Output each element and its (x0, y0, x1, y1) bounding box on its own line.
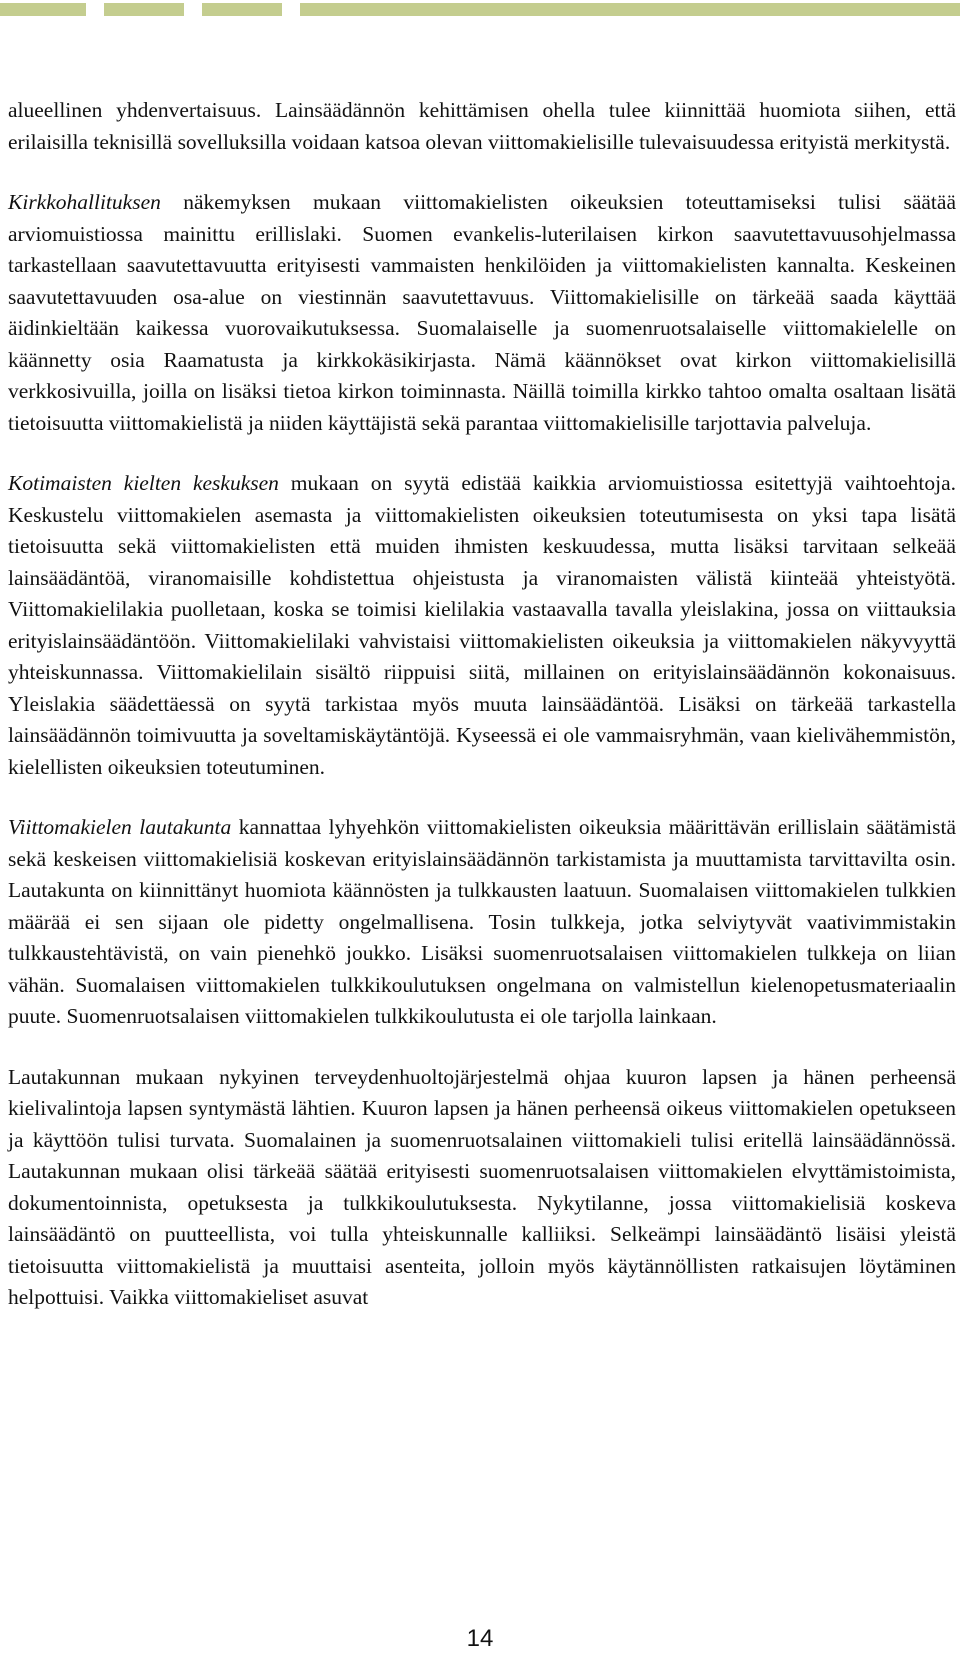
header-bar-1 (0, 3, 86, 16)
paragraph-4 (8, 812, 956, 1033)
paragraph-4-organization: Viittomakielen lautakunta (8, 815, 232, 839)
page-number: 14 (466, 1625, 494, 1652)
header-decoration-bars (0, 0, 960, 20)
paragraph-1-text: alueellinen yhdenvertaisuus. Lainsäädännön kehittämisen ohella tulee kiinnittää huomiota siihen, että erilaisilla teknisillä sovelluksilla voidaan katsoa olevan viittomakielisille tulevaisuudessa erityistä merkitystä. (8, 98, 956, 154)
paragraph-3-text: mukaan on syytä edistää kaikkia arviomuistiossa esitettyjä vaihtoehtoja. Keskustelu viittomakielen asemasta ja viittomakielisten oikeuksien toteutumisesta on yksi tapa lisätä tietoisuutta sekä viittomakielisten että muiden ihmisten keskuudessa, mutta lisäksi tarvitaan selkeää lainsäädäntöä, viranomaisille kohdistettua ohjeistusta ja viranomaisten välistä kiinteää yhteistyötä. Viittomakielilakia puolletaan, koska se toimisi kielilakia vastaavalla tavalla yleislakina, jossa on viittauksia erityislainsäädäntöön. Viittomakielilaki vahvistaisi viittomakielisten oikeuksia ja viittomakielen näkyvyyttä yhteiskunnassa. Viittomakielilain sisältö riippuisi siitä, millainen on erityislainsäädännön kokonaisuus. Yleislakia säädettäessä on syytä tarkistaa myös muuta lainsäädäntöä. Lisäksi on tärkeää tarkastella lainsäädännön toimivuutta ja soveltamiskäytäntöjä. Kyseessä ei ole vammaisryhmän, vaan kielivähemmistön, kielellisten oikeuksien toteutuminen. (8, 471, 956, 779)
document-body (8, 95, 956, 1343)
header-bar-3 (202, 3, 282, 16)
paragraph-5 (8, 1062, 956, 1314)
paragraph-2 (8, 187, 956, 439)
paragraph-5-text: Lautakunnan mukaan nykyinen terveydenhuoltojärjestelmä ohjaa kuuron lapsen ja hänen perheensä kielivalintoja lapsen syntymästä lähtien. Kuuron lapsen ja hänen perheensä oikeus viittomakielen opetukseen ja käyttöön tulisi turvata. Suomalainen ja suomenruotsalainen viittomakieli tulisi eritellä lainsäädännössä. Lautakunnan mukaan olisi tärkeää säätää erityisesti suomenruotsalaisen viittomakielen elvyttämistoimista, dokumentoinnista, opetuksesta ja tulkkikoulutuksesta. Nykytilanne, jossa viittomakielisiä koskeva lainsäädäntö on puutteellista, voi tulla yhteiskunnalle kalliiksi. Selkeämpi lainsäädäntö lisäisi yleistä tietoisuutta viittomakielistä ja muuttaisi asenteita, jolloin myös käytännöllisten ratkaisujen löytäminen helpottuisi. Vaikka viittomakieliset asuvat (8, 1064, 956, 1309)
paragraph-3 (8, 468, 956, 783)
header-bar-4 (300, 3, 960, 16)
paragraph-1 (8, 95, 956, 158)
paragraph-4-text: kannattaa lyhyehkön viittomakielisten oikeuksia määrittävän erillislain säätämistä sekä keskeisen viittomakielisiä koskevan erityislainsäädännön tarkistamista ja muuttamista tarvittavilta osin. Lautakunta on kiinnittänyt huomiota käännösten ja tulkkausten laatuun. Suomalaisen viittomakielen tulkkien määrää ei sen sijaan ole pidetty ongelmallisena. Tosin tulkkeja, jotka selviytyvät vaativimmistakin tulkkaustehtävistä, on vain pienehkö joukko. Lisäksi suomenruotsalaisen viittomakielen tulkkeja on liian vähän. Suomalaisen viittomakielen tulkkikoulutuksen ongelmana on valmistellun kielenopetusmateriaalin puute. Suomenruotsalaisen viittomakielen tulkkikoulutusta ei ole tarjolla lainkaan. (8, 815, 956, 1028)
paragraph-3-organization: Kotimaisten kielten keskuksen (8, 471, 279, 495)
paragraph-2-organization: Kirkkohallituksen (8, 190, 161, 214)
paragraph-2-text: näkemyksen mukaan viittomakielisten oikeuksien toteuttamiseksi tulisi säätää arviomuistiossa mainittu erillislaki. Suomen evankelis-luterilaisen kirkon saavutettavuusohjelmassa tarkastellaan saavutettavuutta erityisesti vammaisten henkilöiden ja viittomakielisten kannalta. Keskeinen saavutettavuuden osa-alue on viestinnän saavutettavuus. Viittomakielisille on tärkeää saada käyttää äidinkieltään kaikessa vuorovaikutuksessa. Suomalaiselle ja suomenruotsalaiselle viittomakielelle on käännetty osia Raamatusta ja kirkkokäsikirjasta. Nämä käännökset ovat kirkon viittomakielisillä verkkosivuilla, joilla on lisäksi tietoa kirkon toiminnasta. Näillä toimilla kirkko tahtoo omalta osaltaan lisätä tietoisuutta viittomakielistä ja niiden käyttäjistä sekä parantaa viittomakielisille tarjottavia palveluja. (8, 190, 956, 435)
header-bar-2 (104, 3, 184, 16)
